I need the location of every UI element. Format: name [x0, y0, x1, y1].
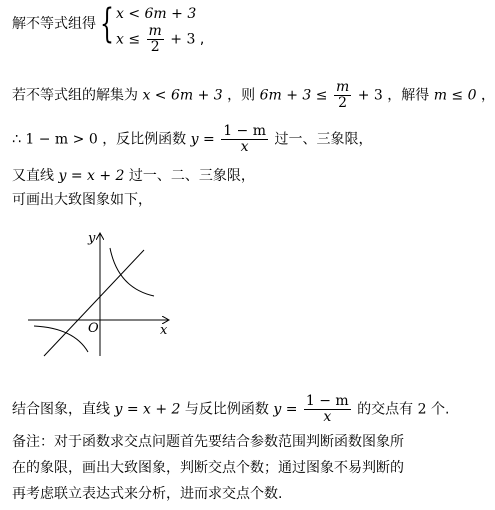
hyperbola-branch-q3	[34, 326, 88, 352]
fraction-m-over-2: $\frac{m}{2}$	[335, 79, 350, 111]
inverse-function-statement: ∴ 1 − m > 0 ，反比例函数 y = $\frac{1 - m}{x}$ 过一、三象限，	[12, 123, 373, 155]
intro-text: 解不等式组得	[12, 16, 96, 32]
fraction-1-minus-m-over-x: $\frac{1 - m}{x}$	[305, 393, 349, 425]
fraction-1-minus-m-over-x: $\frac{1 - m}{x}$	[223, 123, 267, 155]
system-brace: {	[100, 1, 114, 47]
hyperbola-branch-q1	[110, 248, 154, 296]
line-y-equals-x-plus-2	[44, 250, 144, 356]
line-statement: 又直线 y = x + 2 过一、二、三象限，	[12, 168, 255, 184]
inequality-1: x < 6m + 3	[116, 6, 197, 22]
x-axis-label: x	[160, 323, 168, 338]
graph-intro: 可画出大致图象如下，	[12, 192, 152, 208]
note-line-1: 备注：对于函数求交点问题首先要结合参数范围判断函数图象所	[12, 434, 404, 450]
inequality-2: x ≤ $\frac{m}{2}$ + 3 ,	[116, 23, 205, 55]
solution-intro	[12, 14, 96, 34]
note-line-3: 再考虑联立表达式来分析，进而求交点个数.	[12, 486, 283, 502]
origin-label: O	[88, 321, 99, 336]
solution-set-condition: 若不等式组的解集为 x < 6m + 3 ，则 6m + 3 ≤ $\frac{m}{2}$ + 3 ，解得 m ≤ 0 ，	[12, 79, 495, 111]
note-line-2: 在的象限，画出大致图象，判断交点个数；通过图象不易判断的	[12, 460, 404, 476]
function-graph	[26, 228, 176, 358]
y-axis-label: y	[88, 231, 96, 246]
conclusion: 结合图象，直线 y = x + 2 与反比例函数 y = $\frac{1 - m}{x}$ 的交点有 2 个.	[12, 393, 450, 425]
fraction-m-over-2: $\frac{m}{2}$	[148, 23, 162, 55]
inequality-system	[116, 4, 204, 55]
